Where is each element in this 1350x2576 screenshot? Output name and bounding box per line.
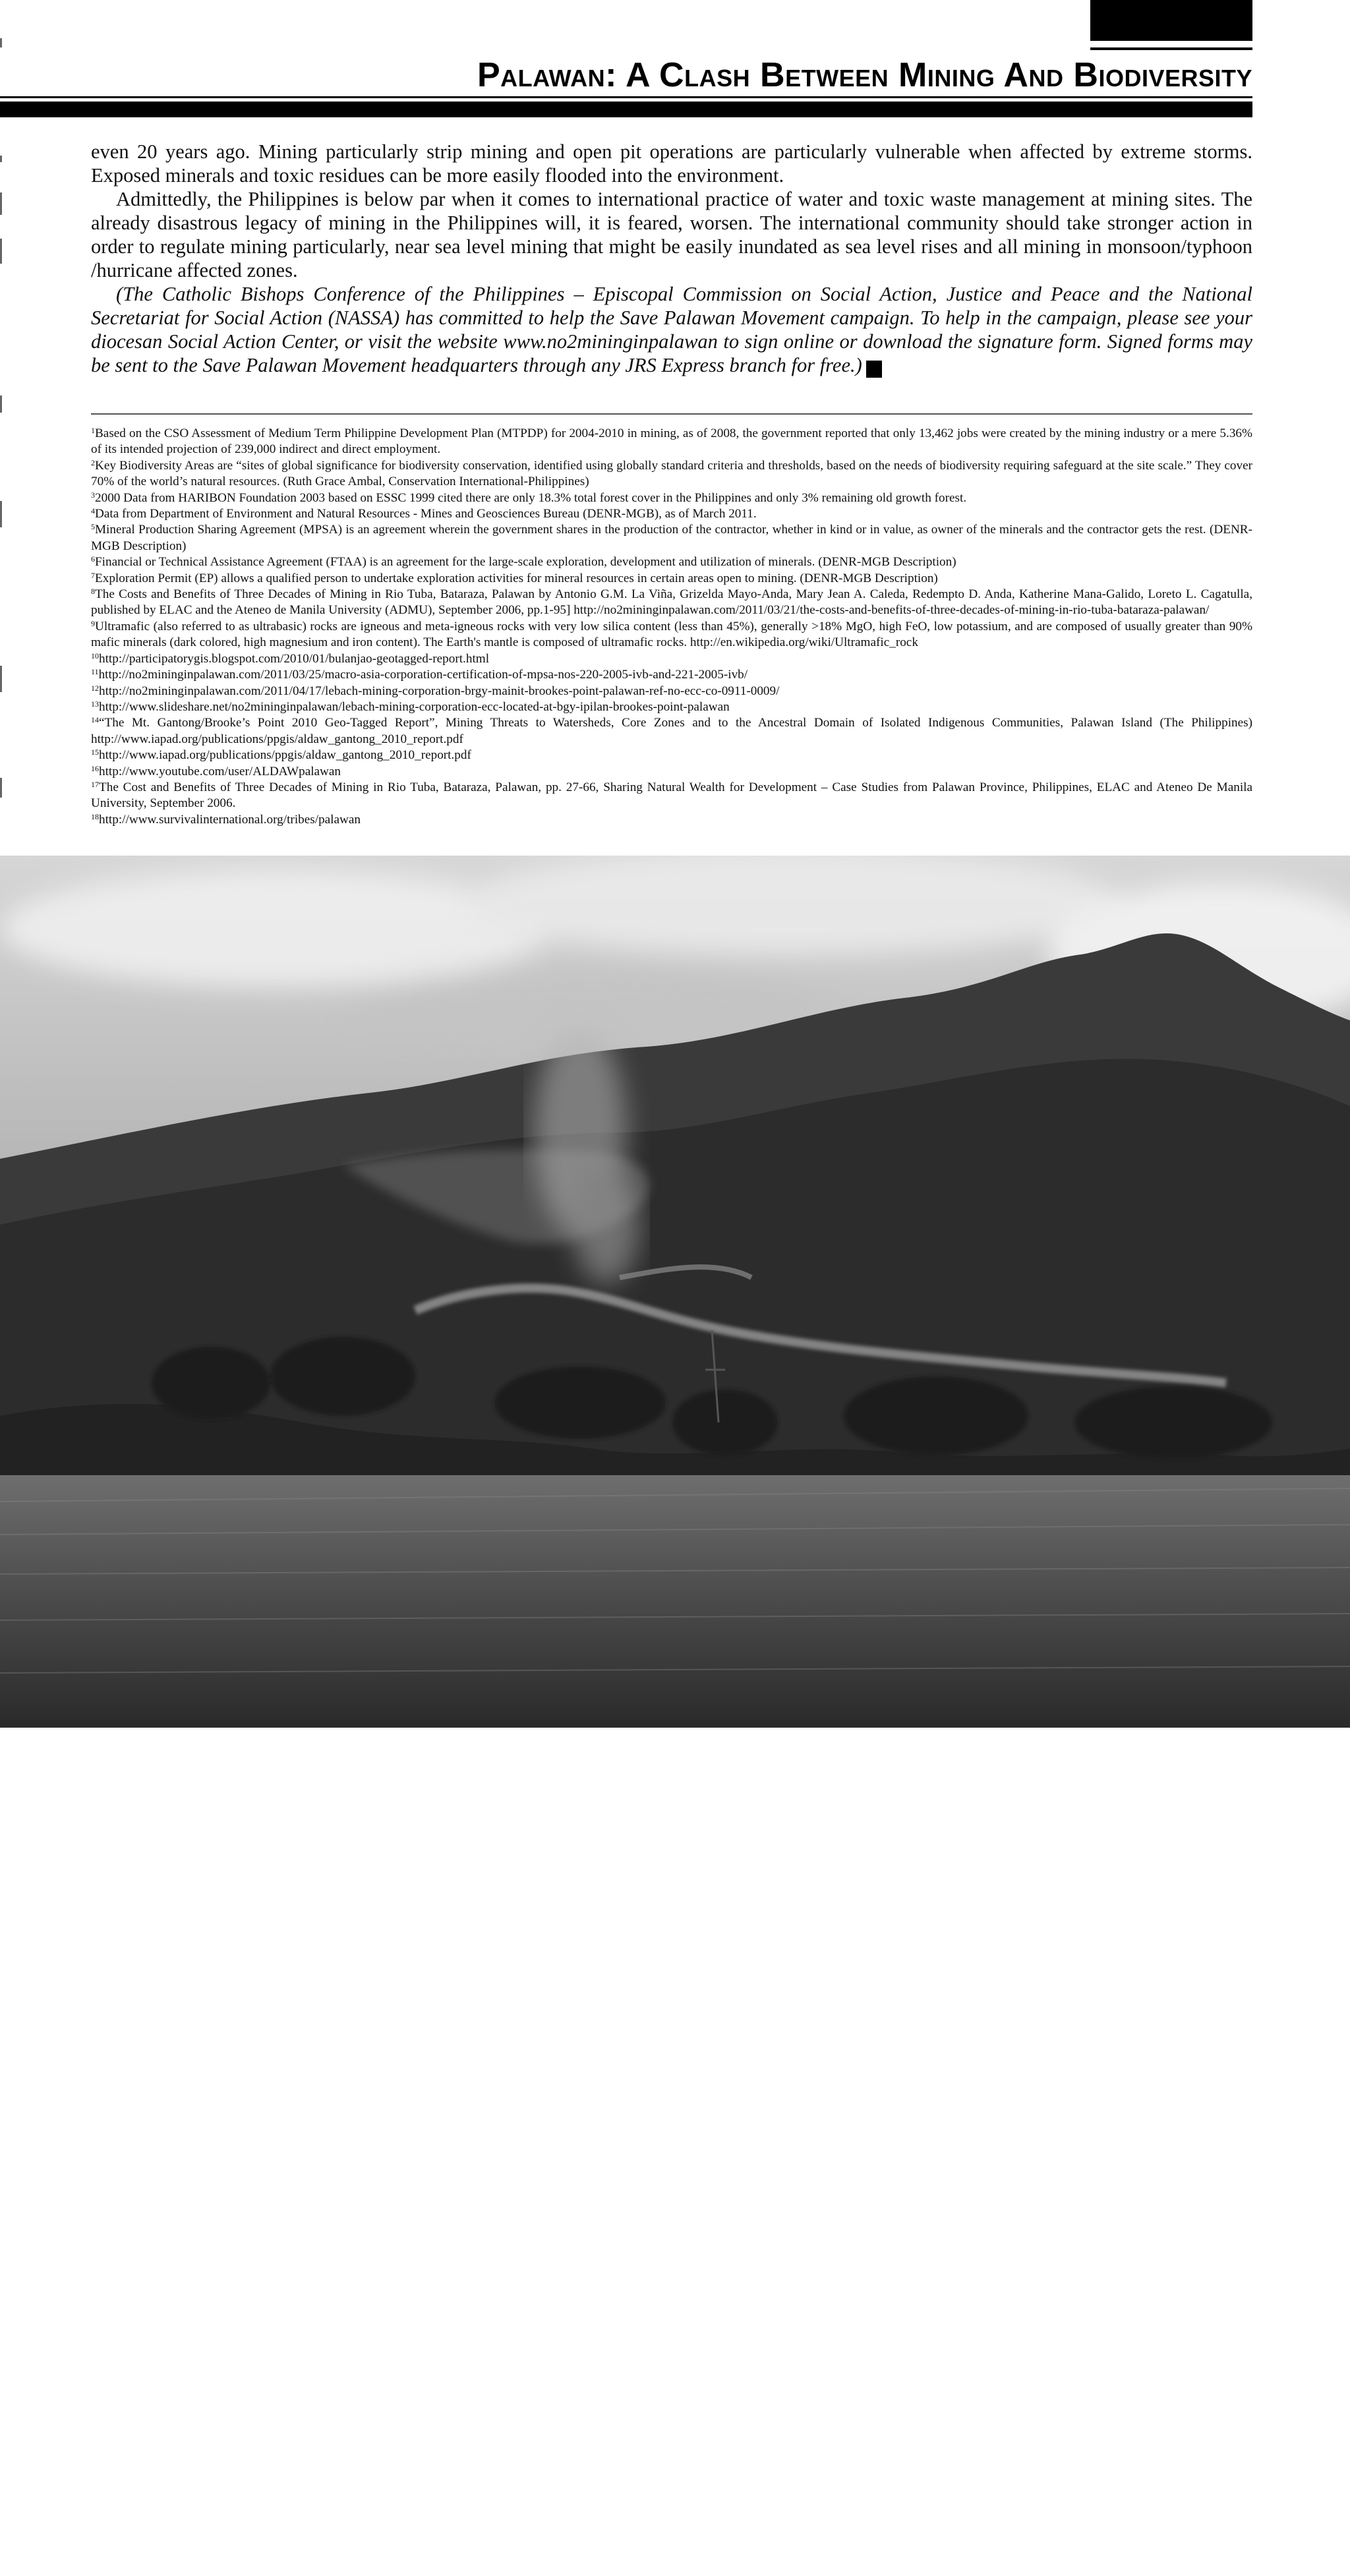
footnote-text: “The Mt. Gantong/Brooke’s Point 2010 Geo-Tagged Report”, Mining Threats to Watersheds, Core Zones and to the Ancestral Domain of Isolated Indigenous Communities, Palawan Island (The Philippines) http://www.iapad.org/publications/ppgis/aldaw_gantong_2010_report.pdf — [91, 716, 1252, 746]
footnotes-list — [91, 426, 1252, 828]
footnote-item — [91, 651, 1252, 667]
footnote-text: http://participatorygis.blogspot.com/2010/01/bulanjao-geotagged-report.html — [99, 651, 490, 666]
footnote-item — [91, 715, 1252, 747]
footnote-text: http://www.slideshare.net/no2mininginpalawan/lebach-mining-corporation-ecc-located-at-bgy-ipilan-brookes-point-palawan — [99, 699, 730, 714]
title-rule-thick — [0, 102, 1252, 117]
body-paragraph-italic — [91, 282, 1252, 378]
title-rule-thin — [0, 96, 1252, 98]
footnote-number: 18 — [91, 811, 99, 821]
footnote-text: http://no2mininginpalawan.com/2011/04/17/lebach-mining-corporation-brgy-mainit-brookes-point-palawan-ref-no-ecc-co-0911-0009/ — [99, 684, 780, 698]
footnote-text: Data from Department of Environment and Natural Resources - Mines and Geosciences Bureau (DENR-MGB), as of March 2011. — [95, 507, 757, 521]
footnote-number: 13 — [91, 699, 99, 709]
left-edge-mark — [0, 239, 2, 264]
footnote-text: http://www.iapad.org/publications/ppgis/aldaw_gantong_2010_report.pdf — [99, 748, 471, 763]
footnote-item — [91, 490, 1252, 506]
footnote-number: 1 — [91, 426, 95, 435]
footnote-text: The Cost and Benefits of Three Decades of Mining in Rio Tuba, Bataraza, Palawan, pp. 27-66, Sharing Natural Wealth for Development – Case Studies from Palawan Province, Philippines, ELAC and Ateneo De Manila University, September 2006. — [91, 780, 1252, 811]
mountain-landscape-image — [0, 856, 1350, 1728]
footnote-number: 2 — [91, 457, 95, 467]
left-edge-mark — [0, 192, 2, 215]
left-edge-mark — [0, 778, 2, 798]
footnote-number: 3 — [91, 490, 95, 500]
footnote-text: http://www.survivalinternational.org/tribes/palawan — [99, 812, 361, 827]
footnote-item — [91, 684, 1252, 699]
footnote-number: 14 — [91, 715, 99, 725]
left-edge-mark — [0, 395, 2, 413]
footnote-item — [91, 458, 1252, 490]
footnote-item — [91, 747, 1252, 763]
header-corner-rule — [1090, 47, 1252, 50]
footnote-number: 5 — [91, 522, 95, 532]
footnote-text: Ultramafic (also referred to as ultrabasic) rocks are igneous and meta-igneous rocks with very low silica content (less than 45%), generally >18% MgO, high FeO, low potassium, and are composed of usually greater than 90% mafic minerals (dark colored, high magnesium and iron content). The Earth's mantle is composed of ultramafic rocks. http://en.wikipedia.org/wiki/Ultramafic_rock — [91, 619, 1252, 650]
footnote-text: Financial or Technical Assistance Agreement (FTAA) is an agreement for the large-scale exploration, development and utilization of minerals. (DENR-MGB Description) — [95, 555, 956, 570]
page-title: Palawan: A Clash Between Mining And Biodiversity — [477, 56, 1252, 94]
footnote-text: Key Biodiversity Areas are “sites of global significance for biodiversity conservation, identified using globally standard criteria and thresholds, based on the needs of biodiversity requiring safeguard at the site scale.” They cover 70% of the world’s natural resources. (Ruth Grace Ambal, Conservation International-Philippines) — [91, 458, 1252, 489]
footnote-text: http://no2mininginpalawan.com/2011/03/25/macro-asia-corporation-certification-of-mpsa-nos-220-2005-ivb-and-221-2005-ivb/ — [98, 668, 748, 682]
footnote-item — [91, 764, 1252, 780]
footnote-item — [91, 699, 1252, 715]
footnote-number: 17 — [91, 779, 99, 789]
footnote-item — [91, 587, 1252, 619]
footnote-item — [91, 426, 1252, 458]
article-body — [91, 140, 1252, 378]
photo-credit: Photo Courtesy of One Palawan Movement — [1338, 2411, 1348, 2576]
footnote-item — [91, 506, 1252, 522]
footnote-number: 4 — [91, 506, 95, 516]
left-edge-mark — [0, 38, 2, 47]
footnotes-divider — [91, 413, 1252, 415]
footnote-item — [91, 619, 1252, 651]
footnote-number: 9 — [91, 618, 95, 628]
footnote-item — [91, 780, 1252, 812]
footnote-number: 11 — [91, 667, 99, 677]
footnote-text: 2000 Data from HARIBON Foundation 2003 based on ESSC 1999 cited there are only 18.3% total forest cover in the Philippines and only 3% remaining old growth forest. — [95, 490, 967, 505]
left-edge-mark — [0, 666, 2, 692]
footnote-item — [91, 571, 1252, 587]
footnote-number: 8 — [91, 587, 95, 597]
footnote-text: Mineral Production Sharing Agreement (MPSA) is an agreement wherein the government shares in the production of the contractor, whether in kind or in value, as owner of the minerals and the contractor gets the rest. (DENR-MGB Description) — [91, 523, 1252, 553]
end-of-article-mark: I — [866, 361, 882, 378]
footnote-text: Based on the CSO Assessment of Medium Term Philippine Development Plan (MTPDP) for 2004-2010 in mining, as of 2008, the government reported that only 13,462 jobs were created by the mining industry or a mere 5.36% of its intended projection of 239,000 indirect and direct employment. — [91, 426, 1252, 457]
footnote-number: 16 — [91, 763, 99, 773]
campaign-note: (The Catholic Bishops Conference of the Philippines – Episcopal Commission on Social Action, Justice and Peace and the National Secretariat for Social Action (NASSA) has committed to help the Save Palawan Movement campaign. To help in the campaign, please see your diocesan Social Action Center, or visit the website www.no2mininginpalawan to sign online or download the signature form. Signed forms may be sent to the Save Palawan Movement headquarters through any JRS Express branch for free.) — [91, 283, 1252, 376]
header-corner-block — [1090, 0, 1252, 41]
footnote-number: 10 — [91, 651, 99, 660]
footnote-text: Exploration Permit (EP) allows a qualified person to undertake exploration activities for mineral resources in certain areas open to mining. (DENR-MGB Description) — [95, 571, 938, 585]
footnote-item — [91, 554, 1252, 570]
footnote-text: The Costs and Benefits of Three Decades of Mining in Rio Tuba, Bataraza, Palawan by Antonio G.M. La Viña, Grizelda Mayo-Anda, Mary Jean A. Caleda, Redempto D. Anda, Katherine Mana-Galido, Loreto L. Cagatulla, published by ELAC and the Ateneo de Manila University (ADMU), September 2006, pp.1-95] http://no2mininginpalawan.com/2011/03/21/the-costs-and-benefits-of-three-decades-of-mining-in-rio-tuba-bataraza-palawan/ — [91, 587, 1252, 618]
footnote-item — [91, 522, 1252, 554]
footnote-item — [91, 812, 1252, 828]
footnote-number: 12 — [91, 683, 99, 693]
footnote-number: 15 — [91, 747, 99, 757]
footnote-text: http://www.youtube.com/user/ALDAWpalawan — [99, 764, 341, 778]
footnote-item — [91, 667, 1252, 683]
left-edge-mark — [0, 501, 2, 527]
left-edge-mark — [0, 156, 2, 162]
body-paragraph: even 20 years ago. Mining particularly strip mining and open pit operations are particularly vulnerable when affected by extreme storms. Exposed minerals and toxic residues can be more easily flooded into the environment. — [91, 140, 1252, 187]
footnote-number: 6 — [91, 554, 95, 564]
footnote-number: 7 — [91, 570, 95, 580]
landscape-photo — [0, 856, 1350, 2576]
body-paragraph: Admittedly, the Philippines is below par when it comes to international practice of water and toxic waste management at mining sites. The already disastrous legacy of mining in the Philippines will, it is feared, worsen. The international community should take stronger action in order to regulate mining particularly, near sea level mining that might be easily inundated as sea level rises and all mining in monsoon/typhoon /hurricane affected zones. — [91, 188, 1252, 281]
